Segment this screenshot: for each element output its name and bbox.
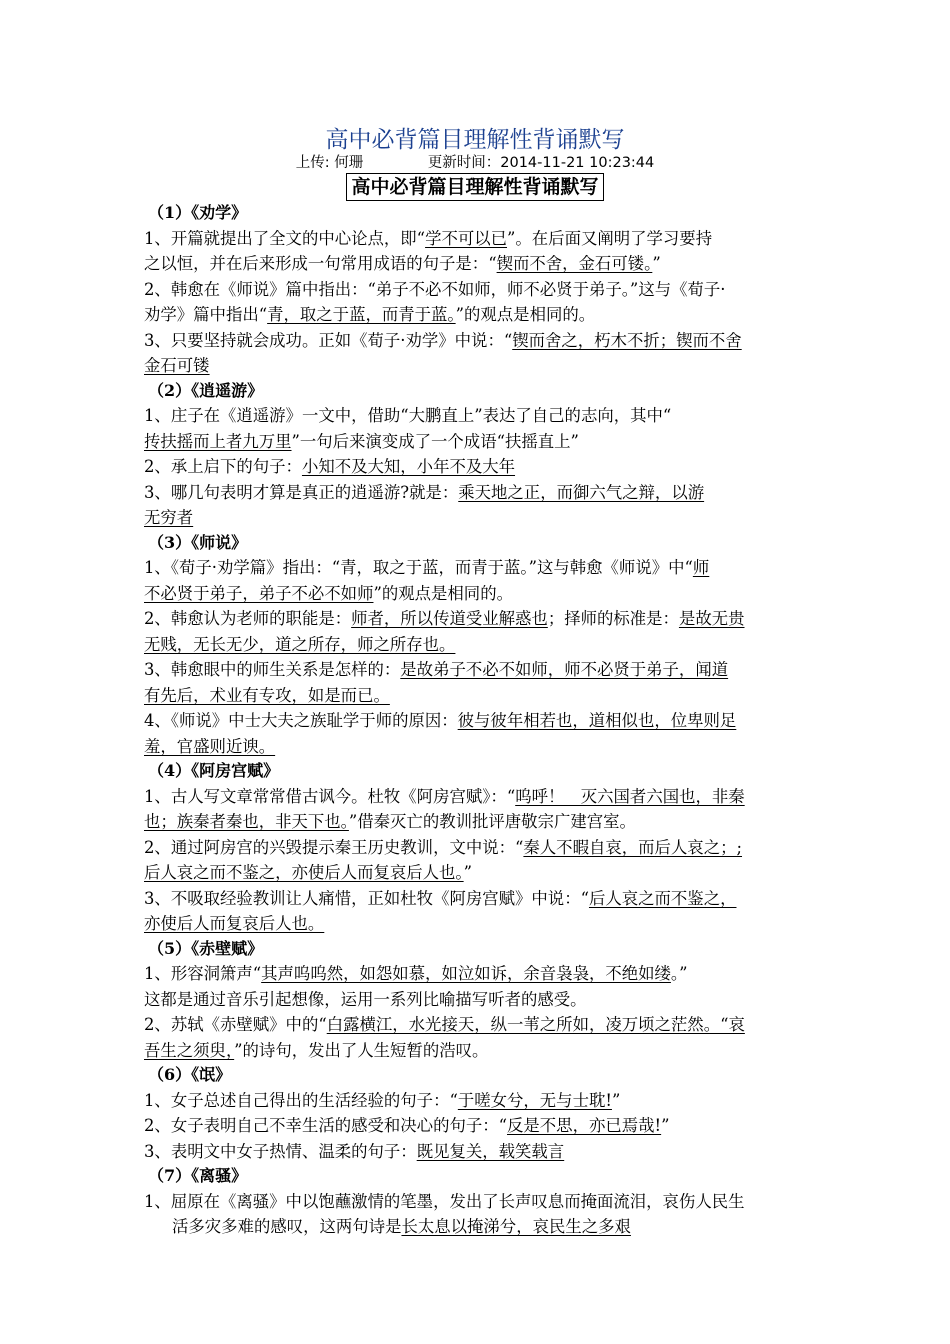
- text-run: 3、韩愈眼中的师生关系是怎样的：: [144, 660, 401, 679]
- text-run: 劝学》篇中指出“: [144, 305, 268, 324]
- text-run: ”: [652, 254, 661, 273]
- underlined-answer: 白露横江，水光接天，纵一苇之所如，凌万顷之茫然。“哀: [326, 1015, 745, 1034]
- boxed-title-wrap: [0, 173, 950, 201]
- underlined-answer: 于嗟女兮，无与士耽!: [457, 1090, 612, 1110]
- text-run: ”的观点是相同的。: [373, 583, 513, 603]
- text-line: [144, 911, 824, 937]
- section-heading: [144, 759, 824, 784]
- underlined-answer: 抟扶摇而上者九万里: [144, 431, 292, 451]
- underlined-answer: 长太息以掩涕兮，哀民生之多艰: [401, 1217, 631, 1236]
- text-run: 1、女子总述自己得出的生活经验的句子：“: [144, 1090, 458, 1110]
- boxed-title: 高中必背篇目理解性背诵默写: [346, 173, 603, 201]
- text-line: [144, 480, 824, 506]
- underlined-answer: 师: [692, 558, 710, 577]
- underlined-answer: 锲而不舍，金石可镂。: [496, 254, 653, 273]
- document-title: 高中必背篇目理解性背诵默写: [325, 127, 625, 153]
- text-line: [144, 251, 824, 277]
- text-run: 3、只要坚持就会成功。正如《荀子·劝学》中说：“: [144, 330, 513, 350]
- text-line: [144, 1113, 824, 1139]
- underlined-answer: 无贱，无长无少，道之所存，师之所存也。: [144, 634, 456, 654]
- text-line: [144, 860, 824, 886]
- underlined-answer: 亦使后人而复哀后人也。: [144, 914, 325, 933]
- underlined-answer: 锲而舍之，朽木不折；锲而不舍: [512, 330, 742, 350]
- text-line: [144, 708, 824, 734]
- underlined-answer: 秦人不暇自哀，而后人哀之；;: [523, 837, 743, 857]
- text-run: （7）《离骚》: [148, 1166, 248, 1185]
- underlined-answer: 呜呼！ 灭六国者六国也，非秦: [515, 786, 745, 806]
- text-run: ”借秦灭亡的教训批评唐敬宗广建宫室。: [348, 812, 636, 831]
- text-run: ”: [611, 1090, 621, 1110]
- text-run: ；择师的标准是：: [547, 609, 679, 628]
- text-line: [144, 353, 824, 379]
- text-line: [144, 1038, 824, 1064]
- text-run: （3）《师说》: [148, 532, 248, 552]
- text-run: 3、哪几句表明才算是真正的逍遥游?就是：: [144, 482, 459, 502]
- underlined-answer: 是故弟子不必不如师，师不必贤于弟子，闻道: [400, 660, 729, 679]
- underlined-answer: 有先后，术业有专攻，如是而已。: [144, 685, 390, 705]
- text-run: 3、不吸取经验教训让人痛惜，正如杜牧《阿房宫赋》中说：“: [144, 888, 589, 908]
- text-line: [144, 505, 824, 531]
- text-run: ”的诗句，发出了人生短暂的浩叹。: [234, 1040, 489, 1060]
- underlined-answer: 其声呜呜然，如怨如慕，如泣如诉，余音袅袅，不绝如缕: [261, 964, 671, 983]
- text-line: [144, 454, 824, 480]
- text-line: [144, 657, 824, 683]
- text-run: 3、表明文中女子热情、温柔的句子：: [144, 1141, 417, 1161]
- text-run: 2、女子表明自己不幸生活的感受和决心的句子：“: [144, 1116, 508, 1135]
- text-run: 1、形容洞箫声“: [144, 964, 262, 983]
- text-run: ”。在后面又阐明了学习要持: [507, 228, 713, 248]
- text-run: 2、通过阿房宫的兴毁提示秦王历史教训，文中说：“: [144, 837, 524, 857]
- text-line: [144, 632, 824, 658]
- underlined-answer: 既见复关，载笑载言: [416, 1141, 565, 1161]
- text-line: [144, 961, 824, 987]
- text-run: 活多灾多难的感叹，这两句诗是: [172, 1217, 402, 1236]
- text-run: （5）《赤壁赋》: [148, 938, 264, 958]
- text-line: [144, 277, 824, 303]
- text-run: 4、《师说》中士大夫之族耻学于师的原因：: [144, 711, 458, 730]
- text-run: ”一句后来演变成了一个成语“扶摇直上”: [291, 431, 579, 451]
- text-run: （1）《劝学》: [148, 203, 248, 222]
- section-heading: [144, 937, 824, 962]
- underlined-answer: 乘天地之正，而御六气之辩，以游: [458, 482, 705, 502]
- underlined-answer: 金石可镂: [144, 356, 210, 375]
- text-line: [144, 328, 824, 354]
- text-line: [144, 302, 824, 328]
- underlined-answer: 后人哀之而不鉴之，亦使后人而复哀后人也。: [144, 863, 464, 882]
- text-line: [144, 555, 824, 581]
- text-run: 2、苏轼《赤壁赋》中的“: [144, 1015, 327, 1034]
- text-line: [144, 1088, 824, 1114]
- underlined-answer: 是故无贵: [678, 609, 745, 628]
- section-heading: [144, 1164, 824, 1189]
- section-heading: [144, 379, 824, 404]
- text-line: [144, 1012, 824, 1038]
- text-line: [144, 403, 824, 429]
- text-run: ”的观点是相同的。: [455, 305, 596, 324]
- text-run: ”: [463, 863, 473, 882]
- underlined-answer: 也；族秦者秦也，非天下也。: [144, 812, 349, 831]
- text-line: [144, 581, 824, 607]
- text-line: [144, 784, 824, 810]
- section-heading: [144, 1063, 824, 1088]
- underlined-answer: 后人哀之而不鉴之，: [588, 888, 737, 908]
- text-line: [144, 734, 824, 760]
- text-run: （4）《阿房宫赋》: [148, 761, 280, 780]
- text-run: 。”: [670, 964, 688, 983]
- text-line: [144, 1189, 824, 1215]
- text-run: 1、庄子在《逍遥游》一文中，借助“大鹏直上”表达了自己的志向，其中“: [144, 406, 672, 425]
- text-line: [144, 429, 824, 455]
- text-run: 2、韩愈在《师说》篇中指出：“弟子不必不如师，师不必贤于弟子。”这与《荀子·: [144, 279, 726, 299]
- text-run: 这都是通过音乐引起想像，运用一系列比喻描写听者的感受。: [144, 989, 587, 1009]
- upload-meta: 上传: 何珊 更新时间：2014-11-21 10:23:44: [295, 155, 655, 171]
- text-line: [144, 1214, 824, 1240]
- text-run: 2、承上启下的句子：: [144, 457, 302, 476]
- text-run: 1、《荀子·劝学篇》指出：“青，取之于蓝，而青于蓝。”这与韩愈《师说》中“: [144, 558, 693, 577]
- underlined-answer: 学不可以已: [425, 228, 508, 248]
- underlined-answer: 不必贤于弟子，弟子不必不如师: [144, 583, 374, 603]
- text-line: [144, 683, 824, 709]
- underlined-answer: 青，取之于蓝，而青于蓝。: [267, 305, 456, 324]
- text-line: [144, 1139, 824, 1165]
- underlined-answer: 反是不思，亦已焉哉!: [507, 1116, 662, 1135]
- text-line: [144, 226, 824, 252]
- text-run: （2）《逍遥游》: [148, 380, 264, 400]
- text-run: ”: [661, 1116, 670, 1135]
- document-body: [144, 201, 824, 1240]
- underlined-answer: 羞，官盛则近谀。: [144, 736, 276, 756]
- text-line: [144, 835, 824, 861]
- underlined-answer: 师者，所以传道受业解惑也: [351, 609, 548, 628]
- text-run: 之以恒，并在后来形成一句常用成语的句子是：“: [144, 254, 497, 273]
- underlined-answer: 无穷者: [144, 508, 194, 527]
- text-run: 1、开篇就提出了全文的中心论点，即“: [144, 228, 426, 248]
- text-line: [144, 606, 824, 632]
- text-run: 2、韩愈认为老师的职能是：: [144, 609, 352, 628]
- section-heading: [144, 531, 824, 556]
- section-heading: [144, 201, 824, 226]
- text-run: （6）《氓》: [148, 1065, 232, 1084]
- text-line: [144, 809, 824, 835]
- text-run: 1、屈原在《离骚》中以饱蘸激情的笔墨，发出了长声叹息而掩面流泪，哀伤人民生: [144, 1191, 745, 1211]
- text-line: [144, 987, 824, 1013]
- underlined-answer: 彼与彼年相若也，道相似也，位卑则足: [457, 711, 737, 730]
- text-line: [144, 886, 824, 912]
- text-run: 1、古人写文章常常借古讽今。杜牧《阿房宫赋》：“: [144, 786, 516, 806]
- underlined-answer: 小知不及大知，小年不及大年: [301, 457, 516, 476]
- underlined-answer: 吾生之须臾，: [144, 1040, 235, 1060]
